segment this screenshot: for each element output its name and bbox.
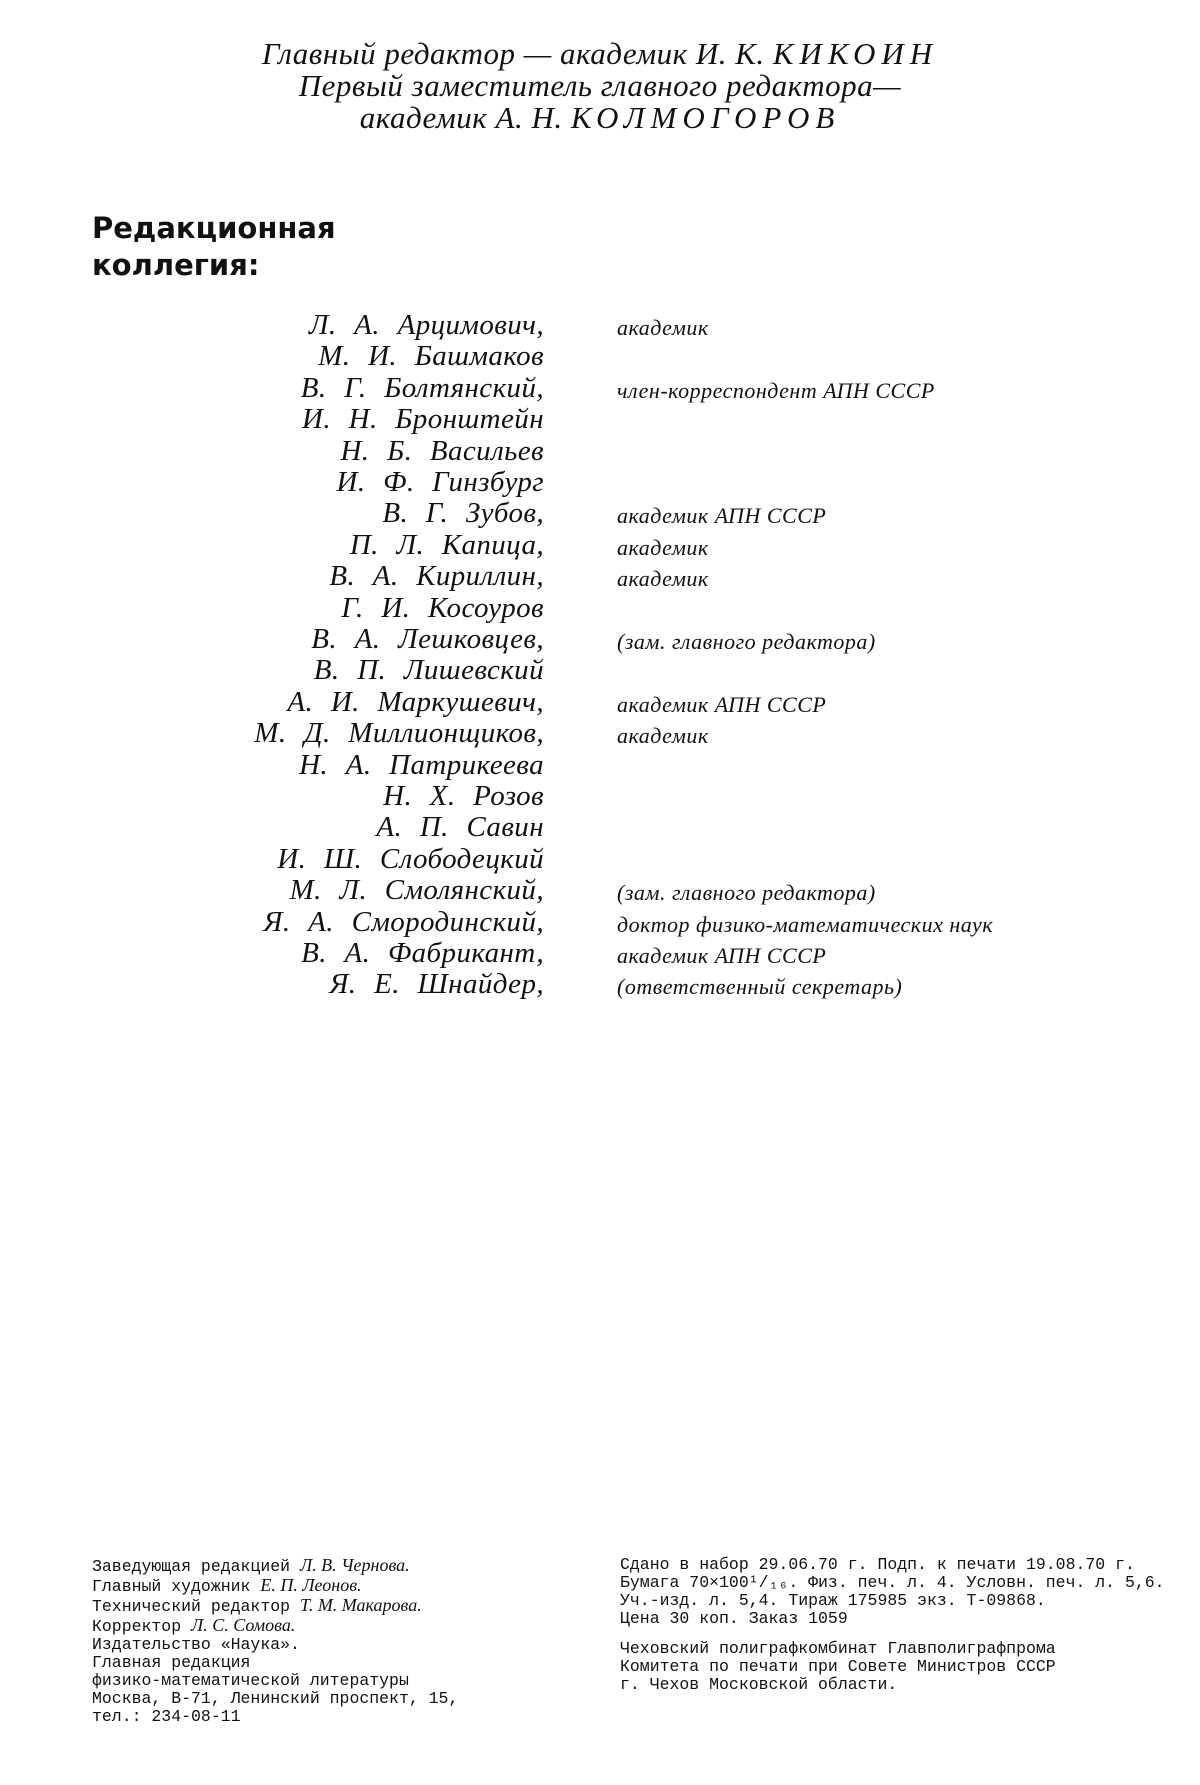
board-member-name: А. П. Савин <box>376 811 544 843</box>
chief-editor-line <box>0 38 1200 70</box>
board-member-row <box>0 467 1200 498</box>
colophon-print-dates: Сдано в набор 29.06.70 г. Подп. к печати 19.08.70 г. <box>620 1555 1135 1574</box>
editorial-board-heading <box>92 210 336 284</box>
board-member-title: член-корреспондент АПН СССР <box>617 378 935 403</box>
board-member-row <box>0 781 1200 812</box>
colophon-head-of-office-name: Л. В. Чернова. <box>299 1555 410 1575</box>
board-member-name: Н. А. Патрикеева <box>299 749 544 781</box>
colophon-printer: Чеховский полиграфкомбинат Главполиграфпрома <box>620 1639 1056 1658</box>
colophon-publisher: Издательство «Наука». <box>92 1635 300 1654</box>
board-member-name: В. Г. Болтянский, <box>300 372 544 404</box>
board-member-row <box>0 624 1200 655</box>
board-member-row <box>0 310 1200 341</box>
board-member-row <box>0 812 1200 843</box>
colophon-office-branch: физико-математической литературы <box>92 1671 409 1690</box>
colophon-chief-artist <box>92 1576 458 1596</box>
board-member-row <box>0 404 1200 435</box>
colophon-technical-editor-label: Технический редактор <box>92 1597 300 1616</box>
board-member-title: академик <box>617 315 709 340</box>
board-member-name: М. И. Башмаков <box>318 340 544 372</box>
colophon-printer-location: г. Чехов Московской области. <box>620 1675 898 1694</box>
first-deputy-label: Первый заместитель главного редактора— <box>298 68 902 103</box>
board-member-row <box>0 938 1200 969</box>
colophon-address: Москва, В-71, Ленинский проспект, 15, <box>92 1689 459 1708</box>
board-member-name: Н. Б. Васильев <box>340 435 544 467</box>
colophon-technical-editor-name: Т. М. Макарова. <box>299 1595 422 1615</box>
board-member-title: академик АПН СССР <box>617 943 827 968</box>
colophon-circulation: Уч.-изд. л. 5,4. Тираж 175985 экз. Т-09868. <box>620 1591 1046 1610</box>
board-member-name: И. Н. Бронштейн <box>302 403 544 435</box>
board-member-row <box>0 373 1200 404</box>
board-member-title: (ответственный секретарь) <box>617 974 903 999</box>
board-member-title: академик <box>617 535 709 560</box>
colophon-technical-editor <box>92 1596 458 1616</box>
board-member-name: Я. Е. Шнайдер, <box>329 968 544 1000</box>
chief-editor-name: КИКОИН <box>772 36 939 71</box>
board-member-name: М. Д. Миллионщиков, <box>254 717 544 749</box>
board-member-row <box>0 969 1200 1000</box>
board-member-row <box>0 687 1200 718</box>
colophon-proofreader-name: Л. С. Сомова. <box>191 1615 296 1635</box>
colophon-head-of-office <box>92 1556 458 1576</box>
board-member-row <box>0 655 1200 686</box>
board-member-row <box>0 844 1200 875</box>
colophon-main-office: Главная редакция <box>92 1653 251 1672</box>
board-member-row <box>0 498 1200 529</box>
board-member-title: (зам. главного редактора) <box>617 629 876 654</box>
colophon-chief-artist-label: Главный художник <box>92 1577 261 1596</box>
colophon-head-of-office-label: Заведующая редакцией <box>92 1557 300 1576</box>
board-member-title: (зам. главного редактора) <box>617 880 876 905</box>
board-member-name: В. Г. Зубов, <box>382 497 544 529</box>
colophon-phone: тел.: 234-08-11 <box>92 1707 241 1726</box>
board-heading-line-2: коллегия: <box>92 248 260 282</box>
board-member-row <box>0 436 1200 467</box>
board-member-title: академик АПН СССР <box>617 692 827 717</box>
colophon-editorial-staff <box>92 1556 458 1726</box>
board-member-title: академик <box>617 566 709 591</box>
board-member-title: доктор физико-математических наук <box>617 912 994 937</box>
colophon-proofreader <box>92 1616 458 1636</box>
board-member-row <box>0 341 1200 372</box>
board-member-name: М. Л. Смолянский, <box>289 874 544 906</box>
colophon-price-order: Цена 30 коп. Заказ 1059 <box>620 1609 848 1628</box>
editorial-header <box>0 38 1200 134</box>
board-member-name: П. Л. Капица, <box>349 529 544 561</box>
board-member-title: академик <box>617 723 709 748</box>
colophon-proofreader-label: Корректор <box>92 1617 192 1636</box>
board-member-row <box>0 750 1200 781</box>
board-member-name: Я. А. Смородинский, <box>263 906 544 938</box>
colophon-committee: Комитета по печати при Совете Министров СССР <box>620 1657 1056 1676</box>
board-member-name: В. А. Кириллин, <box>329 560 544 592</box>
board-heading-line-1: Редакционная <box>92 211 336 245</box>
board-member-name: В. А. Фабрикант, <box>301 937 544 969</box>
board-member-row <box>0 561 1200 592</box>
colophon-paper-format: Бумага 70×100¹/₁₆. Физ. печ. л. 4. Условн. печ. л. 5,6. <box>620 1573 1165 1592</box>
board-member-name: В. А. Лешковцев, <box>311 623 544 655</box>
chief-editor-label: Главный редактор — академик И. К. <box>261 36 765 71</box>
board-member-name: Н. Х. Розов <box>383 780 544 812</box>
board-member-row <box>0 907 1200 938</box>
board-member-row <box>0 593 1200 624</box>
board-member-name: Л. А. Арцимович, <box>308 309 544 341</box>
colophon-print-details <box>620 1556 1165 1694</box>
first-deputy-prefix: академик А. Н. <box>359 100 563 135</box>
board-member-name: А. И. Маркушевич, <box>287 686 544 718</box>
board-member-name: В. П. Лишевский <box>313 654 544 686</box>
board-member-row <box>0 875 1200 906</box>
board-member-title: академик АПН СССР <box>617 503 827 528</box>
board-member-row <box>0 530 1200 561</box>
first-deputy-line <box>0 102 1200 134</box>
board-member-name: И. Ф. Гинзбург <box>336 466 544 498</box>
board-member-row <box>0 718 1200 749</box>
board-member-name: И. Ш. Слободецкий <box>277 843 544 875</box>
colophon-chief-artist-name: Е. П. Леонов. <box>260 1575 362 1595</box>
first-deputy-name: КОЛМОГОРОВ <box>570 100 841 135</box>
board-member-name: Г. И. Косоуров <box>341 592 544 624</box>
